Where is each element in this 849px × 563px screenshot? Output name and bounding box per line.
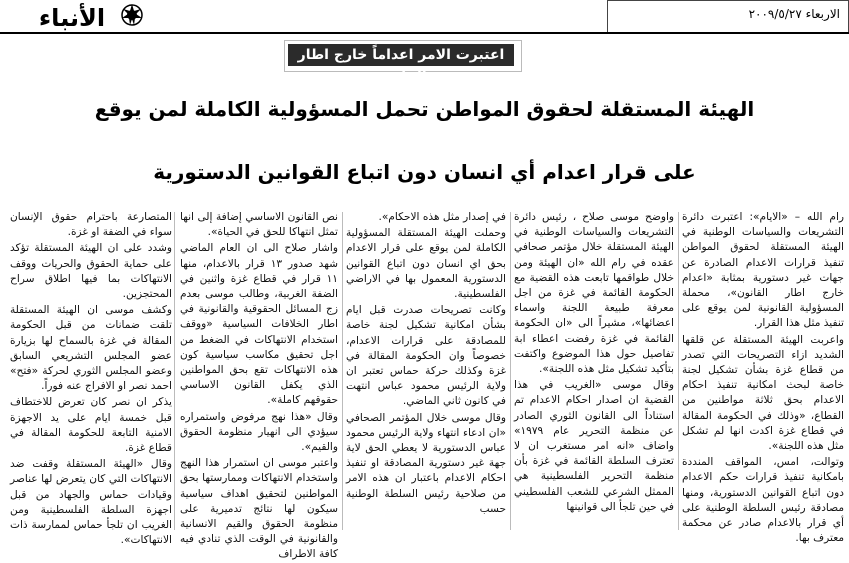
paragraph: في إصدار مثل هذه الاحكام». [378,211,506,223]
header-rule [0,32,849,34]
page-header [0,0,849,34]
paragraph: واعتبر موسى ان استمرار هذا النهج واستخدام الانتهاكات وممارستها بحق المواطنين لتحقيق اهداف سياسية سيكون لها نتائج تدميرية على منظومة الحقوق والقيم الانسانية والقانونية في الوقت الذي تنادي فيه كافة الاطراف [180,457,338,561]
paragraph: رام الله – «الايام»: اعتبرت دائرة التشريعات والسياسات الوطنية في الهيئة المستقلة لحقوق المواطن تنفيذ قرارات الاعدام الصادرة عن جهات غير دستورية بمثابة «اعدام خارج اطار القانون»، محملة المسؤولية القانونية لمن يوقع على تنفيذ مثل هذا القرار. [682,211,844,330]
paragraph: وتوالت، امس، المواقف المنددة بامكانية تنفيذ قرارات حكم الاعدام دون اتباع القوانين الدستورية، ومنها مصادقة رئيس السلطة الوطنية على أي قرار بالاعدام صادر عن محكمة معترف بها. [682,456,844,545]
article-column-5 [10,210,172,547]
article-column-3 [346,210,506,532]
paragraph: واوضح موسى صلاح ، رئيس دائرة التشريعات والسياسات الوطنية في الهيئة المستقلة خلال مؤتمر صحافي عقده في رام الله «ان الهيئة ومن خلال طواقمها تابعت هذه القضية مع الحكومة القائمة في غزة من اجل معرفة طبيعة اللجنة واسماء اعضائها»، مشيراً الى «ان الحكومة القائمة في غزة رفضت اعطاء ابة تفاصيل حول هذا الموضوع واكتفت بتأكيد تشكيل مثل هذه اللجنة». [514,211,674,376]
paragraph: المتصارعة باحترام حقوق الإنسان سواء في الضفة او غزة. [10,211,172,239]
kicker: اعتبرت الامر اعداماً خارج اطار القانون [288,44,514,66]
paragraph: وقال موسى خلال المؤتمر الصحافي «ان ادعاء انتهاء ولاية الرئيس محمود عباس الدستورية لا يعطي الحق لاية جهة غير دستورية المصادقة او تنفيذ احكام الاعدام باعتبار ان هذه الامر من صلاحية رئيس السلطة الوطنية حسب [346,411,506,515]
paragraph: وشدد على ان الهيئة المستقلة تؤكد على حماية الحقوق والحريات ووقف الانتهاكات بما فيها اطلاق سراح المحتجزين. [10,242,172,301]
paragraph: وكشف موسى ان الهيئة المستقلة تلقت ضمانات من قبل الحكومة المقالة في غزة بالسماح لها بزيارة عضو المجلس التشريعي السابق وعضو المجلس الثوري لحركة «فتح» احمد نصر او الافراج عنه فوراً. [10,304,172,393]
paragraph: واعربت الهيئة المستقلة عن قلقها الشديد ازاء التصريحات التي تصدر من قطاع غزة بشأن تشكيل لجنة خاصة لبحث امكانية تنفيذ احكام الاعدام بحق ثلاثة مواطنين من القطاع، «وذلك في الحكومة المقالة في قطاع غزة اكدت انها لم تشكل مثل هذه اللجنة». [682,333,844,453]
paragraph: وقال «الهيئة المستقلة وقفت ضد الانتهاكات التي كان يتعرض لها عناصر وقيادات حماس والجهاد من قبل اجهزة السلطة الفلسطينية ومن الغريب ان تلجأ حماس لممارسة ذات الانتهاكات». [10,458,172,547]
paragraph: وقال موسى «الغريب في هذا القضية ان اصدار احكام الاعدام تم استناداً الى القانون الثوري الصادر عن منظمة التحرير عام ١٩٧٩» واضاف «انه امر مستغرب ان لا تعترف السلطة القائمة في غزة بأن منظمة التحرير الفلسطينية هي الممثل الشرعي للشعب الفلسطيني في حين تلجأ الى قوانينها [514,379,674,513]
headline-line-1: الهيئة المستقلة لحقوق المواطن تحمل المسؤولية الكاملة لمن يوقع [94,97,755,121]
article-column-4 [180,210,338,561]
article-column-2 [514,210,674,532]
headline-line-2: على قرار اعدام أي انسان دون اتباع القوانين الدستورية [153,160,696,184]
paragraph: وحملت الهيئة المستقلة المسؤولية الكاملة لمن يوقع على قرار الاعدام بحق اي انسان دون اتباع القوانين الدستورية المعمول بها في الاراضي الفلسطينية. [346,227,506,301]
logo-text: الأنباء [38,4,106,32]
paragraph: وقال «هذا نهج مرفوض واستمراره سيؤدي الى انهيار منظومة الحقوق والقيم». [180,410,338,454]
masthead [0,0,150,34]
issue-date: الاربعاء ٢٠٠٩/٥/٢٧ [748,7,840,21]
paragraph: يذكر ان نصر كان تعرض للاختطاف قبل خمسة ايام على يد الاجهزة الامنية التابعة للحكومة المقالة في قطاع غزة. [10,396,172,455]
paragraph: واشار صلاح الى ان العام الماضي شهد صدور ١٣ قرار بالاعدام، منها ١١ قرار في قطاع غزة واثنين في الضفة الغربية، وطالب موسى بعدم زج المسائل الحقوقية والقانونية في اطار الخلافات السياسية «ووقف استخدام الانتهاكات في الضغط من اجل تحقيق مكاسب سياسية كون هذه الانتهاكات تقع بحق المواطنين الذي يكفل القانون الاساسي حقوقهم كاملة». [180,242,338,407]
article-body [6,210,844,561]
paragraph: وكانت تصريحات صدرت قبل ايام بشأن امكانية تشكيل لجنة خاصة للمصادقة على قرارات الاعدام، خصوصاً وان الحكومة المقالة في غزة وكذلك حركة حماس تعتبر ان ولاية الرئيس محمود عباس انتهت في كانون ثاني الماضي. [346,304,506,408]
date-box [607,0,849,34]
article-column-1 [682,210,844,545]
al-anbaa-logo [10,2,150,32]
paragraph: نص القانون الاساسي إضافة إلى انها تمثل انتهاكا للحق في الحياة». [180,211,338,239]
